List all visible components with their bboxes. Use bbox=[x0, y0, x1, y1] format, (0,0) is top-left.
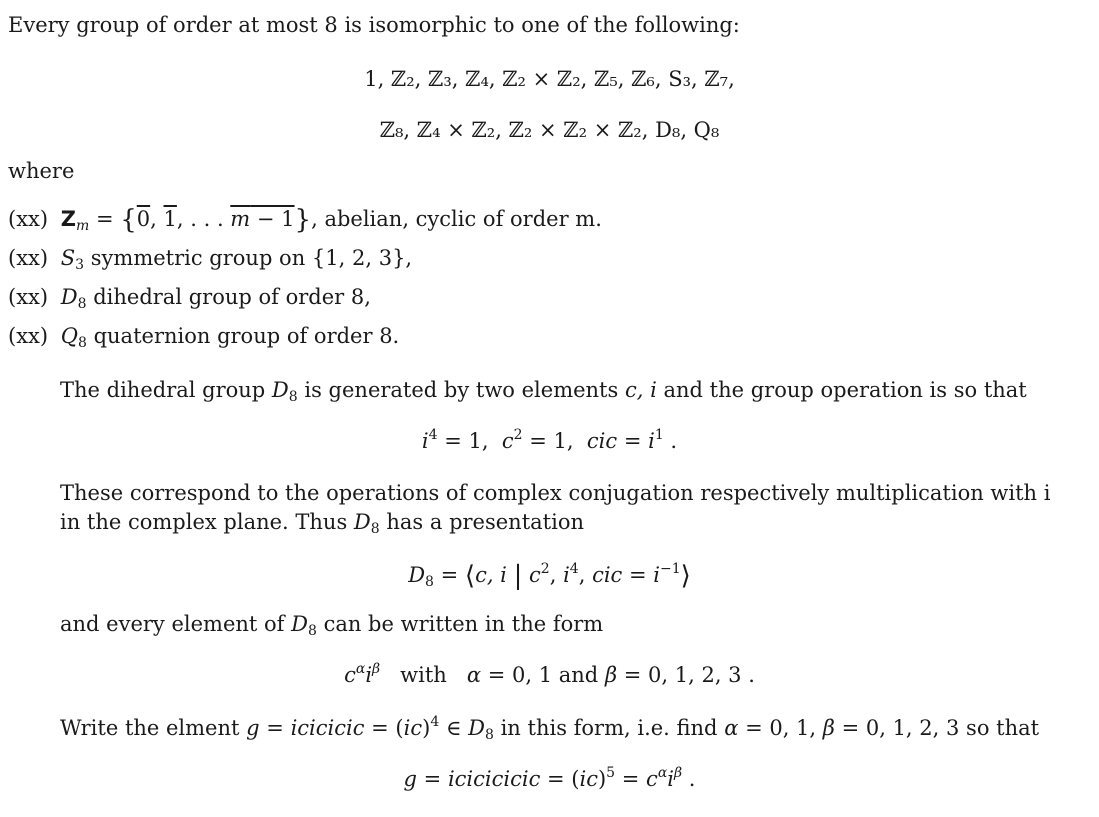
groups-math-1: 1, ℤ₂, ℤ₃, ℤ₄, ℤ₂ × ℤ₂, ℤ₅, ℤ₆, S₃, ℤ₇, bbox=[364, 67, 735, 91]
list-math: $S_3$ bbox=[60, 246, 85, 273]
list-math: $D_8$ bbox=[60, 285, 87, 312]
para-text: and every element of bbox=[60, 612, 285, 636]
math-inline: α = 0, 1, β = 0, 1, 2, 3 bbox=[724, 716, 960, 740]
paragraph-correspond-2 bbox=[60, 509, 584, 535]
para-text: in this form, i.e. find bbox=[500, 716, 718, 740]
math-inline: $D_8$ bbox=[291, 612, 317, 639]
paragraph-dihedral bbox=[60, 377, 1027, 403]
groups-math-2: ℤ₈, ℤ₄ × ℤ₂, ℤ₂ × ℤ₂ × ℤ₂, D₈, Q₈ bbox=[379, 118, 720, 142]
presentation-equation: $D_8$ = ⟨c, i | $c^2$, $i^4$, cic = $i^{-1}⟩$ bbox=[408, 561, 691, 591]
relations-equation: $i^4 = 1$, $c^2 = 1$, cic = $i^1$ . bbox=[421, 427, 678, 453]
form-and-text: and bbox=[558, 663, 599, 687]
form-equation: $c^\alpha i^\beta$ with α = 0, 1 and β = 0, 1, 2, 3 . bbox=[344, 661, 755, 687]
form-with-text: with bbox=[400, 663, 447, 687]
list-text: quaternion group of order 8. bbox=[93, 324, 400, 348]
list-item bbox=[8, 206, 602, 233]
list-text: abelian, cyclic of order m. bbox=[324, 207, 602, 231]
para-text: is generated by two elements bbox=[304, 378, 619, 402]
list-math: $Q_8$ bbox=[60, 324, 87, 351]
para-text: The dihedral group bbox=[60, 378, 266, 402]
list-label: (xx) bbox=[8, 246, 49, 270]
list-label: (xx) bbox=[8, 324, 49, 348]
para-text: has a presentation bbox=[386, 510, 584, 534]
list-item bbox=[8, 245, 412, 271]
para-text: can be written in the form bbox=[323, 612, 604, 636]
math-inline: $D_8$ bbox=[353, 510, 380, 537]
list-item bbox=[8, 323, 399, 349]
para-text: These correspond to the operations of complex conjugation respectively multiplication with i bbox=[60, 481, 1051, 505]
list-math: {1, 2, 3}, bbox=[311, 246, 413, 270]
list-label: (xx) bbox=[8, 285, 49, 309]
paragraph-form bbox=[60, 611, 603, 637]
para-text: in the complex plane. Thus bbox=[60, 510, 348, 534]
math-inline: $D_8$ bbox=[271, 378, 298, 405]
list-text: dihedral group of order 8, bbox=[93, 285, 371, 309]
para-text: and the group operation is so that bbox=[663, 378, 1027, 402]
list-label: (xx) bbox=[8, 207, 49, 231]
paragraph-task bbox=[60, 715, 1039, 741]
groups-line-2 bbox=[0, 117, 1099, 143]
final-equation: g = icicicicic = $(ic)^5 = c^\alpha i^\beta$ . bbox=[403, 765, 696, 791]
para-text: so that bbox=[966, 716, 1040, 740]
where-text: where bbox=[8, 159, 75, 183]
list-item bbox=[8, 284, 371, 310]
math-inline: c, i bbox=[624, 378, 657, 402]
list-text: symmetric group on bbox=[90, 246, 306, 270]
intro-text: Every group of order at most 8 is isomorphic to one of the following: bbox=[8, 13, 740, 37]
list-math: $Z_m = \{0$, 1, . . . m − 1}, bbox=[60, 205, 318, 235]
para-text: Write the elment bbox=[60, 716, 240, 740]
math-inline: g = icicicic = (ic)$^4$ ∈ $D_8$ bbox=[246, 714, 494, 743]
paragraph-correspond bbox=[60, 480, 1050, 506]
groups-line-1 bbox=[0, 66, 1099, 92]
